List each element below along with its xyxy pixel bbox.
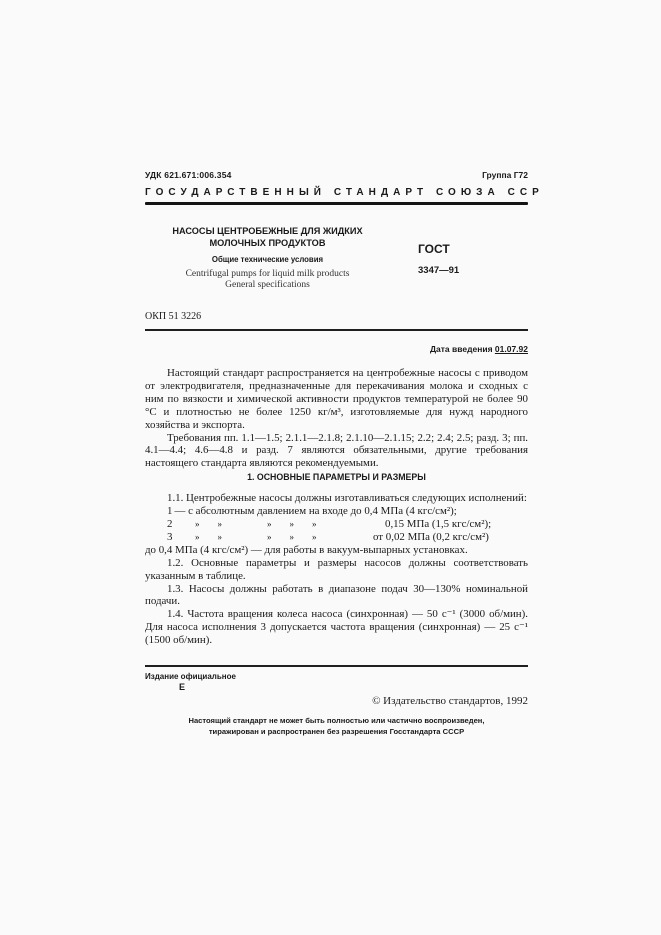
notice-line-2: тиражирован и распространен без разрешения Госстандарта СССР <box>208 727 465 737</box>
execution-number: 2 <box>167 517 173 530</box>
execution-2 <box>145 518 528 531</box>
requirements-paragraph: Требования пп. 1.1—1.5; 2.1.1—2.1.8; 2.1.10—2.1.15; 2.2; 2.4; 2.5; разд. 3; пп. 4.1—4.4; 4.6—4.8 и разд. 7 являются обязательными, другие требования настоящего стандарта являются рекомендуемыми. <box>145 431 528 470</box>
document-title-line2: МОЛОЧНЫХ ПРОДУКТОВ <box>209 238 326 248</box>
footer-divider <box>145 665 528 667</box>
document-page <box>145 170 544 737</box>
execution-text: — с абсолютным давлением на входе до 0,4 МПа (4 кгс/см²); <box>174 505 457 518</box>
intro-paragraph: Настоящий стандарт распространяется на центробежные насосы с приводом от электродвигателя, предназначенные для перекачивания молока и сходных с ним по вязкости и химической активности продуктов температурой не более 90 °С и плотностью не более 1250 кг/м³, изготовляемые для нужд народного хозяйства и экспорта. <box>145 367 528 431</box>
group-code: Группа Г72 <box>482 170 528 180</box>
title-block <box>145 225 528 291</box>
reproduction-notice <box>145 715 528 737</box>
header-row <box>145 170 528 180</box>
date-intro-value: 01.07.92 <box>494 344 528 354</box>
clause-1-3: 1.3. Насосы должны работать в диапазоне подач 30—130% номинальной подачи. <box>145 582 528 608</box>
section-1-heading: 1. ОСНОВНЫЕ ПАРАМЕТРЫ И РАЗМЕРЫ <box>247 472 426 483</box>
ditto-marks: » » » » » <box>195 518 317 529</box>
execution-text: от 0,02 МПа (0,2 кгс/см²) <box>373 530 489 543</box>
clause-1-2: 1.2. Основные параметры и размеры насосов должны соответствовать указанным в таблице. <box>145 556 528 582</box>
ditto-marks: » » » » » <box>195 531 317 542</box>
date-introduction <box>145 344 528 354</box>
execution-1 <box>145 505 528 518</box>
clause-1-1: 1.1. Центробежные насосы должны изготавливаться следующих исполнений: <box>167 492 527 505</box>
clause-1-4: 1.4. Частота вращения колеса насоса (синхронная) — 50 с⁻¹ (3000 об/мин). Для насоса исполнения 3 допускается частота вращения (синхронная) — 25 с⁻¹ (1500 об/мин). <box>145 608 528 647</box>
copyright-notice: © Издательство стандартов, 1992 <box>372 695 528 708</box>
edition-mark: E <box>179 682 186 693</box>
udk-code: УДК 621.671:006.354 <box>145 170 232 180</box>
okp-code: ОКП 51 3226 <box>145 311 202 322</box>
date-intro-label: Дата введения <box>429 344 493 354</box>
title-left <box>145 225 390 291</box>
gost-number: 3347—91 <box>418 265 460 276</box>
edition-label: Издание официальное <box>145 672 236 682</box>
execution-text: 0,15 МПа (1,5 кгс/см²); <box>385 517 492 530</box>
execution-3-continuation: до 0,4 МПа (4 кгс/см²) — для работы в вакуум-выпарных установках. <box>145 543 468 556</box>
okp-divider <box>145 329 528 331</box>
execution-number: 3 <box>167 530 173 543</box>
execution-number: 1 <box>167 505 173 518</box>
gost-label: ГОСТ <box>418 242 450 256</box>
document-body <box>145 367 528 647</box>
document-subtitle: Общие технические условия <box>211 255 324 264</box>
english-title-line2: General specifications <box>225 280 310 290</box>
gost-block <box>390 225 528 291</box>
header-divider <box>145 202 528 205</box>
document-title-line1: НАСОСЫ ЦЕНТРОБЕЖНЫЕ ДЛЯ ЖИДКИХ <box>172 226 363 236</box>
notice-line-1: Настоящий стандарт не может быть полностью или частично воспроизведен, <box>188 716 485 726</box>
execution-3 <box>145 531 528 544</box>
state-standard-banner: ГОСУДАРСТВЕННЫЙ СТАНДАРТ СОЮЗА ССР <box>145 187 544 198</box>
english-title-line1: Centrifugal pumps for liquid milk products <box>185 269 350 279</box>
